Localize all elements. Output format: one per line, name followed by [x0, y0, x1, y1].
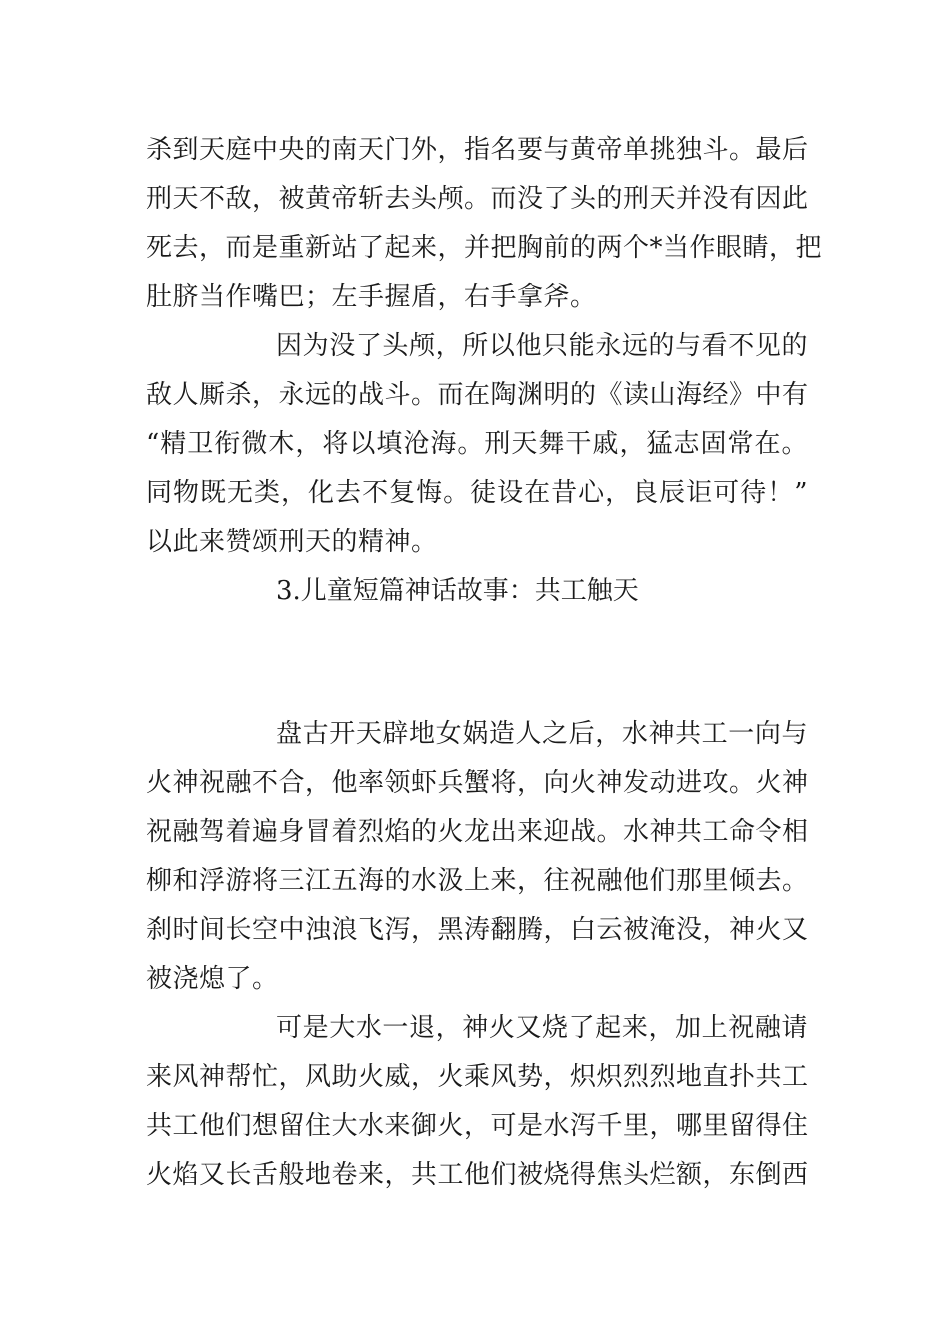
document-body — [146, 126, 823, 1200]
text-line: 因为没了头颅，所以他只能永远的与看不见的 — [276, 331, 808, 361]
text-line: 火焰又长舌般地卷来，共工他们被烧得焦头烂额，东倒西 — [146, 1160, 809, 1190]
section-heading: 3.儿童短篇神话故事：共工触天 — [276, 576, 639, 606]
text-line: 祝融驾着遍身冒着烈焰的火龙出来迎战。水神共工命令相 — [146, 817, 809, 847]
text-line: 以此来赞颂刑天的精神。 — [146, 527, 438, 557]
paragraph — [146, 322, 808, 567]
text-line: 同物既无类，化去不复悔。徒设在昔心，良辰讵可待！” — [146, 478, 808, 508]
text-line: 死去，而是重新站了起来，并把胸前的两个*当作眼睛，把 — [146, 233, 823, 263]
text-line: 刹时间长空中浊浪飞泻，黑涛翻腾，白云被淹没，神火又 — [146, 915, 809, 945]
blank-space — [146, 616, 808, 710]
text-line: 盘古开天辟地女娲造人之后，水神共工一向与 — [276, 719, 808, 749]
text-line: 来风神帮忙，风助火威，火乘风势，炽炽烈烈地直扑共工 — [146, 1062, 809, 1092]
paragraph — [146, 1004, 808, 1200]
text-line: 肚脐当作嘴巴；左手握盾，右手拿斧。 — [146, 282, 597, 312]
text-line: 敌人厮杀，永远的战斗。而在陶渊明的《读山海经》中有 — [146, 380, 809, 410]
text-line: 杀到天庭中央的南天门外，指名要与黄帝单挑独斗。最后 — [146, 135, 809, 165]
paragraph-continuation — [146, 126, 823, 322]
text-line: 柳和浮游将三江五海的水汲上来，往祝融他们那里倾去。 — [146, 866, 809, 896]
paragraph — [146, 710, 808, 1004]
text-line: 火神祝融不合，他率领虾兵蟹将，向火神发动进攻。火神 — [146, 768, 809, 798]
text-line: 共工他们想留住大水来御火，可是水泻千里，哪里留得住 — [146, 1111, 809, 1141]
text-line: “精卫衔微木，将以填沧海。刑天舞干戚，猛志固常在。 — [146, 429, 808, 459]
text-line: 被浇熄了。 — [146, 964, 279, 994]
text-line: 刑天不敌，被黄帝斩去头颅。而没了头的刑天并没有因此 — [146, 184, 809, 214]
text-line: 可是大水一退，神火又烧了起来，加上祝融请 — [276, 1013, 808, 1043]
